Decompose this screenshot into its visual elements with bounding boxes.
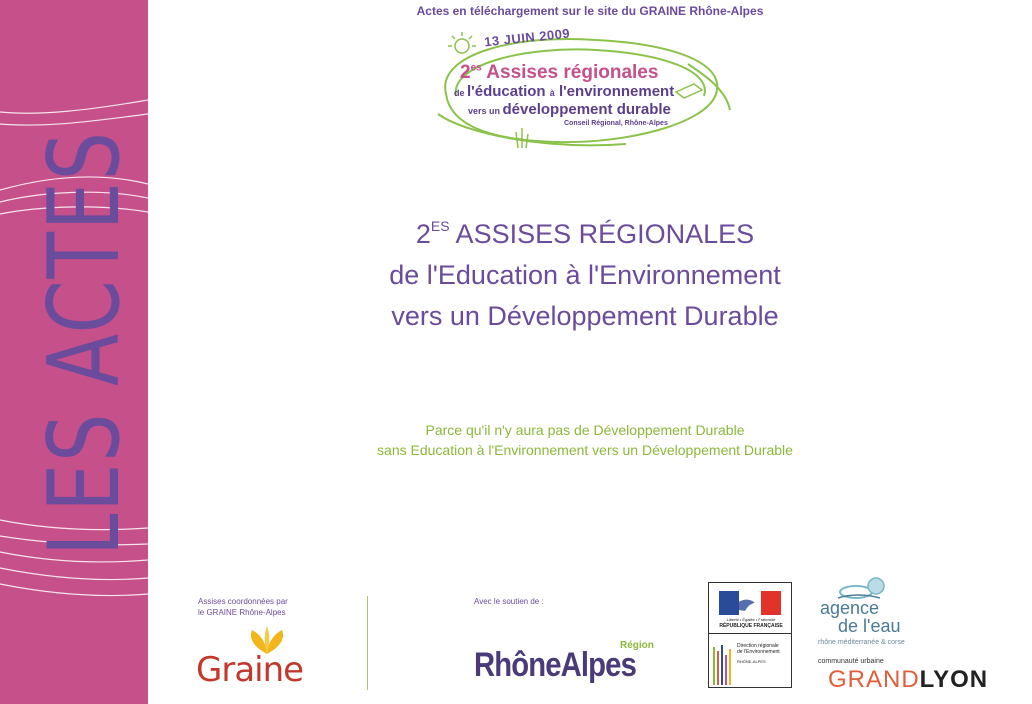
coordination-label-line1: Assises coordonnées par <box>198 597 288 606</box>
rhone-alpes-region: Région <box>620 640 654 651</box>
rf-direction-line1: Direction régionale <box>737 643 779 649</box>
event-date: 13 JUIN 2009 <box>483 25 571 50</box>
agence-de-leau-logo <box>816 576 926 652</box>
footer-divider <box>367 596 368 690</box>
graine-logo <box>196 626 306 692</box>
rf-direction <box>737 643 780 655</box>
rhone-alpes-logo <box>474 640 686 690</box>
grand-lyon-logo <box>818 658 989 694</box>
download-note: Actes en téléchargement sur le site du GRAINE Rhône-Alpes <box>416 4 764 18</box>
event-logo <box>426 24 746 150</box>
marianne-flag-icon <box>719 591 781 615</box>
subtitle <box>300 420 870 460</box>
agence-de-leau-line2: de l'eau <box>838 616 901 636</box>
coordination-label <box>198 596 288 618</box>
grand-lyon-caption: communauté urbaine <box>818 658 884 665</box>
rf-divider <box>709 633 791 634</box>
agence-de-leau-line3: rhône méditerranée & corse <box>818 639 905 646</box>
agence-de-leau-line1: agence <box>820 598 880 618</box>
republique-francaise-logo <box>708 582 792 688</box>
rf-name: RÉPUBLIQUE FRANÇAISE <box>719 623 783 629</box>
page-title <box>300 206 870 337</box>
event-logo-line4: Conseil Régional, Rhône-Alpes <box>564 120 668 127</box>
rf-region: RHÔNE-ALPES <box>737 659 766 664</box>
rhone-alpes-text: RhôneAlpes <box>474 646 636 684</box>
title-line-1: $2^{ES}$ ASSISES RÉGIONALES <box>415 218 755 249</box>
coordination-label-line2: le GRAINE Rhône-Alpes <box>198 608 286 617</box>
rf-direction-line2: de l'Environnement <box>737 649 780 655</box>
title-line-3: vers un Développement Durable <box>391 301 779 331</box>
grand-lyon-lyon: LYON <box>919 666 989 693</box>
diren-bars-icon <box>713 641 733 685</box>
side-title: LES ACTES <box>28 130 142 556</box>
rf-motto: Liberté • Égalité • Fraternité <box>726 617 776 622</box>
event-logo-line3: vers un développement durable <box>468 101 671 118</box>
support-label: Avec le soutien de : <box>474 597 544 606</box>
grand-lyon-grand: GRAND <box>828 666 920 693</box>
subtitle-line-1: Parce qu'il n'y aura pas de Développement Durable <box>425 422 745 438</box>
side-band <box>0 0 148 704</box>
event-logo-line1: $2^{es}$ Assises régionales <box>460 62 659 83</box>
event-logo-line2: de l'éducation à l'environnement <box>454 83 675 100</box>
grand-lyon-text <box>828 666 988 694</box>
graine-logo-text: Graine <box>196 650 304 690</box>
subtitle-line-2: sans Education à l'Environnement vers un Développement Durable <box>377 442 793 458</box>
title-line-2: de l'Education à l'Environnement <box>389 260 781 290</box>
